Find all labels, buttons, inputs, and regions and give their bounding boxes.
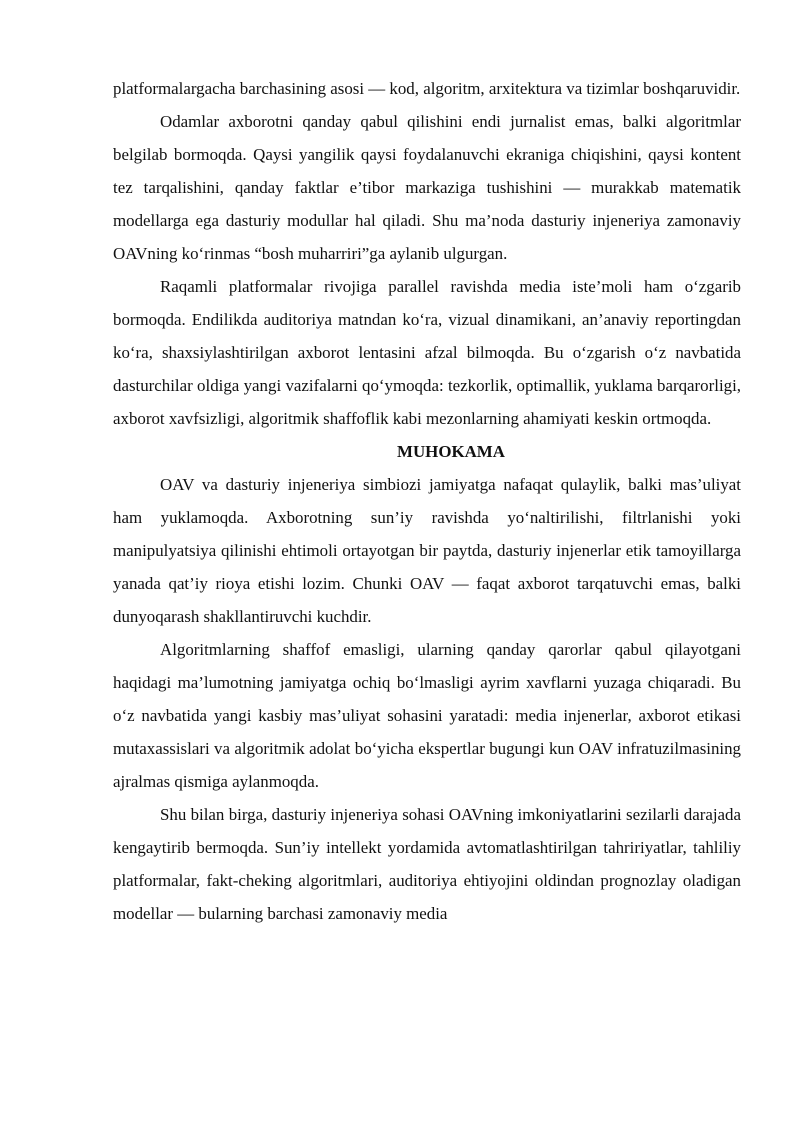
paragraph-symbiosis: OAV va dasturiy injeneriya simbiozi jamiyatga nafaqat qulaylik, balki mas’uliyat ham yuklamoqda. Axborotning sun’iy ravishda yo‘naltirilishi, filtrlanishi yoki manipulyatsiya qilinishi ehtimoli ortayotgan bir paytda, dasturiy injenerlar etik tamoyillarga yanada qat’iy rioya etishi lozim. Chunki OAV — faqat axborot tarqatuvchi emas, balki dunyoqarash shakllantiruvchi kuchdir. (113, 475, 741, 626)
paragraph-media-consumption: Raqamli platformalar rivojiga parallel ravishda media iste’moli ham o‘zgarib bormoqda. Endilikda auditoriya matndan ko‘ra, vizual dinamikani, an’anaviy reportingdan ko‘ra, shaxsiylashtirilgan axborot lentasini afzal bilmoqda. Bu o‘zgarish o‘z navbatida dasturchilar oldiga yangi vazifalarni qo‘ymoqda: tezkorlik, optimallik, yuklama barqarorligi, axborot xavfsizligi, algoritmik shaffoflik kabi mezonlarning ahamiyati keskin ortmoqda. (113, 277, 741, 428)
document-page (113, 72, 741, 930)
paragraph-continuation: platformalargacha barchasining asosi — kod, algoritm, arxitektura va tizimlar boshqaruvidir. (113, 79, 741, 98)
paragraph-transparency: Algoritmlarning shaffof emasligi, ularning qanday qarorlar qabul qilayotgani haqidagi ma’lumotning jamiyatga ochiq bo‘lmasligi ayrim xavflarni yuzaga chiqaradi. Bu o‘z navbatida yangi kasbiy mas’uliyat sohasini yaratadi: media injenerlar, axborot etikasi mutaxassislari va algoritmik adolat bo‘yicha ekspertlar bugungi kun OAV infratuzilmasining ajralmas qismiga aylanmoqda. (113, 640, 741, 791)
section-heading: MUHOKAMA (397, 442, 505, 461)
paragraph-capabilities: Shu bilan birga, dasturiy injeneriya sohasi OAVning imkoniyatlarini sezilarli darajada kengaytirib bermoqda. Sun’iy intellekt yordamida avtomatlashtirilgan tahririyatlar, tahliliy platformalar, fakt-cheking algoritmlari, auditoriya ehtiyojini oldindan prognozlay oladigan modellar — bularning barchasi zamonaviy media (113, 805, 741, 923)
paragraph-algorithms-editor: Odamlar axborotni qanday qabul qilishini endi jurnalist emas, balki algoritmlar belgilab bormoqda. Qaysi yangilik qaysi foydalanuvchi ekraniga chiqishini, qaysi kontent tez tarqalishini, qanday faktlar e’tibor markaziga tushishini — murakkab matematik modellarga ega dasturiy modullar hal qiladi. Shu ma’noda dasturiy injeneriya zamonaviy OAVning ko‘rinmas “bosh muharriri”ga aylanib ulgurgan. (113, 112, 741, 263)
